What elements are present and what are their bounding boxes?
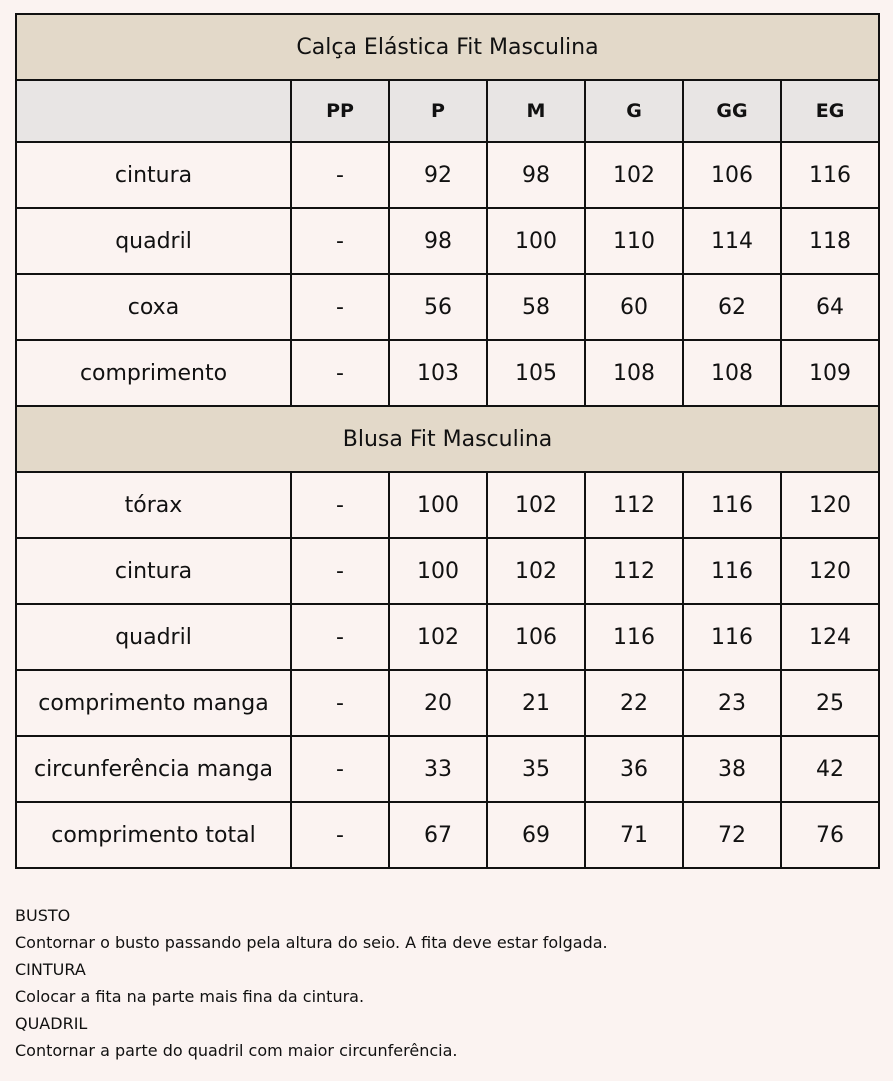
measurement-value: -	[291, 736, 389, 802]
measurement-value: 22	[585, 670, 683, 736]
measurement-value: 100	[389, 538, 487, 604]
measurement-value: 112	[585, 472, 683, 538]
measurement-value: 62	[683, 274, 781, 340]
measurement-value: 116	[683, 604, 781, 670]
measurement-value: 35	[487, 736, 585, 802]
measurement-value: 124	[781, 604, 879, 670]
measurement-value: 112	[585, 538, 683, 604]
size-header-cell: G	[585, 80, 683, 142]
measurement-label: tórax	[16, 472, 291, 538]
measurement-value: -	[291, 340, 389, 406]
measurement-label: comprimento total	[16, 802, 291, 868]
size-chart-table	[15, 13, 880, 869]
measurement-value: 98	[389, 208, 487, 274]
measurement-label: circunferência manga	[16, 736, 291, 802]
table-row	[16, 604, 879, 670]
measurement-value: 72	[683, 802, 781, 868]
note-heading: CINTURA	[15, 960, 86, 979]
table-row	[16, 802, 879, 868]
measurement-value: 69	[487, 802, 585, 868]
measurement-value: 103	[389, 340, 487, 406]
measurement-value: 64	[781, 274, 879, 340]
measurement-value: -	[291, 538, 389, 604]
measurement-value: -	[291, 208, 389, 274]
size-header-row	[16, 80, 879, 142]
measurement-value: 60	[585, 274, 683, 340]
measurement-value: 76	[781, 802, 879, 868]
measurement-value: 114	[683, 208, 781, 274]
header-empty-cell	[16, 80, 291, 142]
measurement-value: 42	[781, 736, 879, 802]
measurement-value: 106	[487, 604, 585, 670]
measurement-value: 92	[389, 142, 487, 208]
note-heading: QUADRIL	[15, 1014, 88, 1033]
measurement-value: 110	[585, 208, 683, 274]
table-row	[16, 340, 879, 406]
measurement-label: cintura	[16, 142, 291, 208]
measurement-value: 21	[487, 670, 585, 736]
note-text: Colocar a fita na parte mais fina da cintura.	[15, 987, 365, 1006]
table-row	[16, 670, 879, 736]
section-title-row	[16, 406, 879, 472]
measurement-value: -	[291, 472, 389, 538]
table-row	[16, 736, 879, 802]
measurement-value: 98	[487, 142, 585, 208]
measurement-label: quadril	[16, 208, 291, 274]
measurement-value: 109	[781, 340, 879, 406]
table-row	[16, 472, 879, 538]
measurement-value: 25	[781, 670, 879, 736]
measurement-value: 36	[585, 736, 683, 802]
section-title-row	[16, 14, 879, 80]
measurement-value: -	[291, 670, 389, 736]
measurement-value: 116	[781, 142, 879, 208]
measurement-label: cintura	[16, 538, 291, 604]
measurement-value: 71	[585, 802, 683, 868]
measurement-value: 116	[683, 472, 781, 538]
measurement-value: 33	[389, 736, 487, 802]
measurement-label: comprimento manga	[16, 670, 291, 736]
measurement-value: -	[291, 604, 389, 670]
section-title: Blusa Fit Masculina	[16, 406, 879, 472]
measurement-value: 102	[389, 604, 487, 670]
table-row	[16, 208, 879, 274]
size-header-cell: P	[389, 80, 487, 142]
measurement-value: 58	[487, 274, 585, 340]
measurement-value: 108	[585, 340, 683, 406]
measurement-value: 102	[487, 472, 585, 538]
size-header-cell: GG	[683, 80, 781, 142]
size-header-cell: EG	[781, 80, 879, 142]
measurement-value: 38	[683, 736, 781, 802]
section-title: Calça Elástica Fit Masculina	[16, 14, 879, 80]
measurement-label: comprimento	[16, 340, 291, 406]
measurement-value: 100	[389, 472, 487, 538]
measurement-value: 120	[781, 472, 879, 538]
note-text: Contornar o busto passando pela altura do seio. A fita deve estar folgada.	[15, 933, 608, 952]
measurement-notes	[15, 902, 875, 1064]
table-row	[16, 538, 879, 604]
table-row	[16, 142, 879, 208]
measurement-value: -	[291, 274, 389, 340]
measurement-value: -	[291, 802, 389, 868]
measurement-value: 67	[389, 802, 487, 868]
measurement-value: 20	[389, 670, 487, 736]
table-row	[16, 274, 879, 340]
measurement-value: 106	[683, 142, 781, 208]
measurement-value: 108	[683, 340, 781, 406]
measurement-value: 23	[683, 670, 781, 736]
measurement-value: -	[291, 142, 389, 208]
size-header-cell: PP	[291, 80, 389, 142]
measurement-value: 116	[683, 538, 781, 604]
measurement-value: 100	[487, 208, 585, 274]
measurement-value: 102	[487, 538, 585, 604]
measurement-value: 56	[389, 274, 487, 340]
measurement-value: 116	[585, 604, 683, 670]
measurement-label: quadril	[16, 604, 291, 670]
measurement-value: 120	[781, 538, 879, 604]
measurement-value: 105	[487, 340, 585, 406]
measurement-label: coxa	[16, 274, 291, 340]
measurement-value: 118	[781, 208, 879, 274]
note-heading: BUSTO	[15, 906, 71, 925]
size-header-cell: M	[487, 80, 585, 142]
measurement-value: 102	[585, 142, 683, 208]
note-text: Contornar a parte do quadril com maior circunferência.	[15, 1041, 458, 1060]
